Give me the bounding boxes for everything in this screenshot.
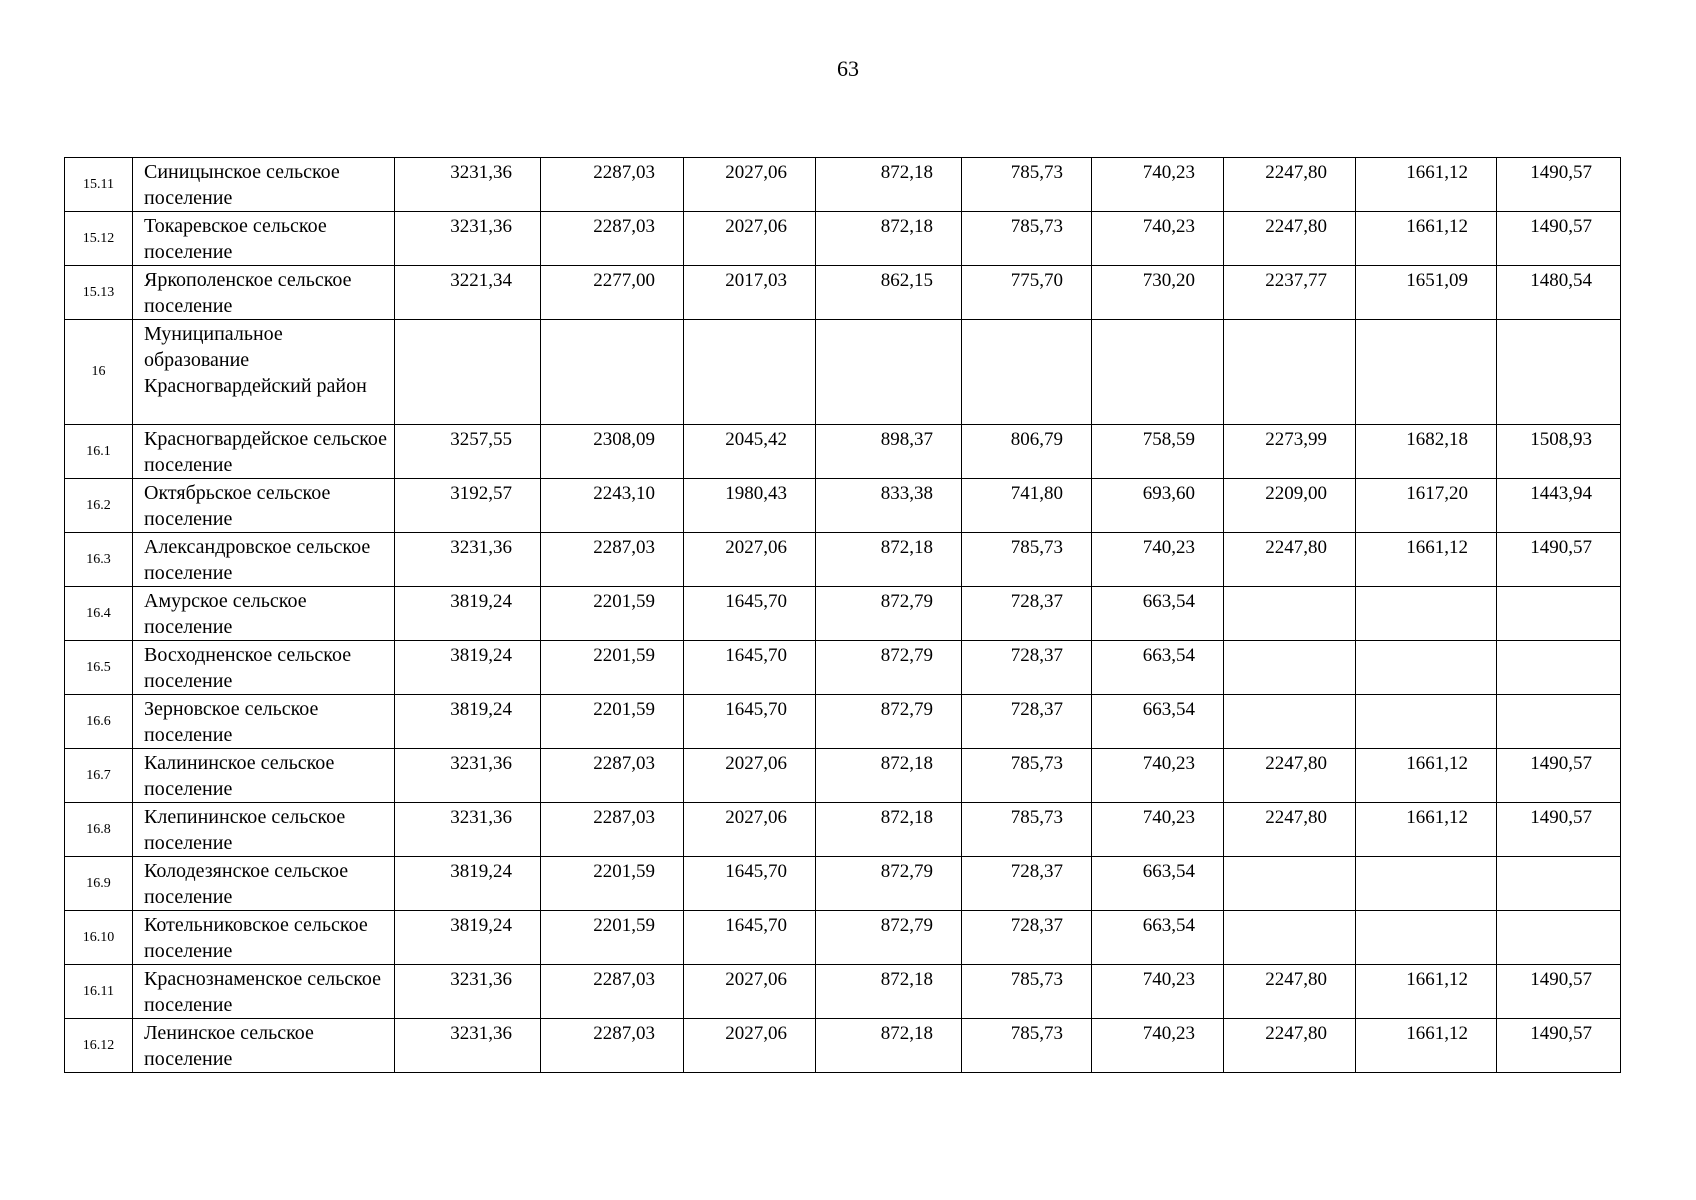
value-cell: 2308,09: [541, 425, 684, 479]
value-cell: 2287,03: [541, 803, 684, 857]
value-cell: 1661,12: [1356, 1019, 1497, 1073]
value-cell: 693,60: [1092, 479, 1224, 533]
value-cell: 2027,06: [684, 533, 816, 587]
value-cell: 1980,43: [684, 479, 816, 533]
value-cell: 2247,80: [1224, 533, 1356, 587]
value-cell: 785,73: [962, 803, 1092, 857]
value-cell: [1497, 857, 1621, 911]
value-cell: 872,79: [816, 911, 962, 965]
value-cell: [1224, 857, 1356, 911]
value-cell: 728,37: [962, 857, 1092, 911]
settlement-name: Александровское сельское поселение: [133, 533, 395, 587]
table-row: [65, 425, 1621, 479]
value-cell: 3819,24: [395, 857, 541, 911]
value-cell: 872,18: [816, 1019, 962, 1073]
value-cell: [1497, 641, 1621, 695]
value-cell: 2287,03: [541, 749, 684, 803]
settlement-name: Калининское сельское поселение: [133, 749, 395, 803]
value-cell: 872,18: [816, 749, 962, 803]
value-cell: 3192,57: [395, 479, 541, 533]
value-cell: 1661,12: [1356, 212, 1497, 266]
value-cell: 1682,18: [1356, 425, 1497, 479]
value-cell: [1356, 695, 1497, 749]
value-cell: 2247,80: [1224, 1019, 1356, 1073]
value-cell: 1480,54: [1497, 266, 1621, 320]
value-cell: 740,23: [1092, 158, 1224, 212]
row-number: 16.6: [65, 695, 133, 749]
value-cell: [1224, 911, 1356, 965]
value-cell: [1224, 320, 1356, 425]
value-cell: 3231,36: [395, 212, 541, 266]
value-cell: 2027,06: [684, 158, 816, 212]
row-number: 15.11: [65, 158, 133, 212]
value-cell: [1497, 587, 1621, 641]
row-number: 16.3: [65, 533, 133, 587]
table-row: [65, 857, 1621, 911]
settlement-name: Октябрьское сельское поселение: [133, 479, 395, 533]
value-cell: 1661,12: [1356, 749, 1497, 803]
value-cell: 2287,03: [541, 158, 684, 212]
value-cell: 2247,80: [1224, 965, 1356, 1019]
value-cell: [1497, 911, 1621, 965]
value-cell: 1443,94: [1497, 479, 1621, 533]
table-row: [65, 803, 1621, 857]
table-row: [65, 212, 1621, 266]
value-cell: [1092, 320, 1224, 425]
value-cell: 872,18: [816, 212, 962, 266]
value-cell: 2027,06: [684, 212, 816, 266]
value-cell: 1645,70: [684, 641, 816, 695]
value-cell: 740,23: [1092, 212, 1224, 266]
settlement-name: Красногвардейское сельское поселение: [133, 425, 395, 479]
value-cell: [1224, 695, 1356, 749]
value-cell: 3819,24: [395, 641, 541, 695]
value-cell: 1661,12: [1356, 158, 1497, 212]
value-cell: [1356, 320, 1497, 425]
value-cell: 775,70: [962, 266, 1092, 320]
row-number: 16.1: [65, 425, 133, 479]
value-cell: 740,23: [1092, 749, 1224, 803]
table-row: [65, 695, 1621, 749]
row-number: 15.12: [65, 212, 133, 266]
value-cell: [1224, 641, 1356, 695]
value-cell: 3819,24: [395, 587, 541, 641]
value-cell: 3819,24: [395, 695, 541, 749]
value-cell: 2201,59: [541, 695, 684, 749]
value-cell: 1645,70: [684, 911, 816, 965]
value-cell: 1490,57: [1497, 533, 1621, 587]
value-cell: 2045,42: [684, 425, 816, 479]
value-cell: 2027,06: [684, 1019, 816, 1073]
table-row: [65, 641, 1621, 695]
value-cell: [962, 320, 1092, 425]
value-cell: 785,73: [962, 158, 1092, 212]
value-cell: 2201,59: [541, 587, 684, 641]
value-cell: 862,15: [816, 266, 962, 320]
value-cell: 872,79: [816, 587, 962, 641]
value-cell: 2247,80: [1224, 749, 1356, 803]
value-cell: 872,79: [816, 857, 962, 911]
row-number: 16.2: [65, 479, 133, 533]
value-cell: 728,37: [962, 911, 1092, 965]
value-cell: 1645,70: [684, 587, 816, 641]
page-number: 63: [837, 56, 859, 81]
table-row: [65, 587, 1621, 641]
row-number: 16.4: [65, 587, 133, 641]
settlement-name: Ленинское сельское поселение: [133, 1019, 395, 1073]
value-cell: 2209,00: [1224, 479, 1356, 533]
value-cell: [1356, 857, 1497, 911]
value-cell: 785,73: [962, 749, 1092, 803]
value-cell: 728,37: [962, 587, 1092, 641]
value-cell: [1497, 320, 1621, 425]
value-cell: 3231,36: [395, 1019, 541, 1073]
value-cell: 833,38: [816, 479, 962, 533]
value-cell: 3231,36: [395, 965, 541, 1019]
table-body: [65, 158, 1621, 1073]
row-number: 16.8: [65, 803, 133, 857]
value-cell: 3221,34: [395, 266, 541, 320]
value-cell: 1508,93: [1497, 425, 1621, 479]
settlement-name: Восходненское сельское поселение: [133, 641, 395, 695]
row-number: 16.7: [65, 749, 133, 803]
value-cell: 1645,70: [684, 695, 816, 749]
settlement-name: Котельниковское сельское поселение: [133, 911, 395, 965]
value-cell: 663,54: [1092, 695, 1224, 749]
row-number: 15.13: [65, 266, 133, 320]
settlement-name: Клепининское сельское поселение: [133, 803, 395, 857]
value-cell: 2027,06: [684, 965, 816, 1019]
table-row: [65, 965, 1621, 1019]
settlement-name: Токаревское сельское поселение: [133, 212, 395, 266]
value-cell: [395, 320, 541, 425]
settlement-name: Краснознаменское сельское поселение: [133, 965, 395, 1019]
value-cell: 1490,57: [1497, 212, 1621, 266]
value-cell: [1224, 587, 1356, 641]
value-cell: 1661,12: [1356, 803, 1497, 857]
value-cell: [1356, 911, 1497, 965]
value-cell: 663,54: [1092, 857, 1224, 911]
value-cell: 728,37: [962, 695, 1092, 749]
value-cell: 3819,24: [395, 911, 541, 965]
value-cell: [541, 320, 684, 425]
value-cell: 3231,36: [395, 803, 541, 857]
settlement-name: Муниципальное образование Красногвардейский район: [133, 320, 395, 425]
value-cell: 872,79: [816, 695, 962, 749]
value-cell: 1651,09: [1356, 266, 1497, 320]
value-cell: [1356, 587, 1497, 641]
row-number: 16: [65, 320, 133, 425]
value-cell: 872,79: [816, 641, 962, 695]
value-cell: 2247,80: [1224, 803, 1356, 857]
value-cell: 872,18: [816, 158, 962, 212]
value-cell: 2027,06: [684, 749, 816, 803]
value-cell: 3231,36: [395, 533, 541, 587]
value-cell: 1490,57: [1497, 803, 1621, 857]
value-cell: 898,37: [816, 425, 962, 479]
value-cell: 1661,12: [1356, 533, 1497, 587]
row-number: 16.9: [65, 857, 133, 911]
value-cell: 872,18: [816, 803, 962, 857]
value-cell: [684, 320, 816, 425]
value-cell: 2287,03: [541, 212, 684, 266]
row-number: 16.11: [65, 965, 133, 1019]
value-cell: [816, 320, 962, 425]
value-cell: 3231,36: [395, 158, 541, 212]
value-cell: 2243,10: [541, 479, 684, 533]
value-cell: 872,18: [816, 965, 962, 1019]
value-cell: 740,23: [1092, 533, 1224, 587]
value-cell: [1356, 641, 1497, 695]
value-cell: 663,54: [1092, 641, 1224, 695]
value-cell: 2237,77: [1224, 266, 1356, 320]
value-cell: 2273,99: [1224, 425, 1356, 479]
table-row: [65, 1019, 1621, 1073]
value-cell: 2201,59: [541, 911, 684, 965]
value-cell: 730,20: [1092, 266, 1224, 320]
value-cell: 740,23: [1092, 965, 1224, 1019]
value-cell: 1617,20: [1356, 479, 1497, 533]
value-cell: 2247,80: [1224, 212, 1356, 266]
table-row: [65, 320, 1621, 425]
value-cell: 3257,55: [395, 425, 541, 479]
value-cell: 1645,70: [684, 857, 816, 911]
value-cell: 2287,03: [541, 1019, 684, 1073]
table-row: [65, 266, 1621, 320]
value-cell: 728,37: [962, 641, 1092, 695]
settlement-name: Зерновское сельское поселение: [133, 695, 395, 749]
value-cell: 1490,57: [1497, 1019, 1621, 1073]
value-cell: 1490,57: [1497, 749, 1621, 803]
value-cell: 785,73: [962, 1019, 1092, 1073]
value-cell: 2201,59: [541, 641, 684, 695]
value-cell: 2287,03: [541, 533, 684, 587]
value-cell: 2027,06: [684, 803, 816, 857]
value-cell: 1490,57: [1497, 965, 1621, 1019]
value-cell: 2247,80: [1224, 158, 1356, 212]
value-cell: 758,59: [1092, 425, 1224, 479]
table-row: [65, 158, 1621, 212]
table-row: [65, 749, 1621, 803]
value-cell: 2017,03: [684, 266, 816, 320]
value-cell: 741,80: [962, 479, 1092, 533]
value-cell: 740,23: [1092, 803, 1224, 857]
value-cell: 663,54: [1092, 587, 1224, 641]
row-number: 16.5: [65, 641, 133, 695]
value-cell: 2201,59: [541, 857, 684, 911]
settlement-name: Амурское сельское поселение: [133, 587, 395, 641]
value-cell: 806,79: [962, 425, 1092, 479]
value-cell: 740,23: [1092, 1019, 1224, 1073]
value-cell: 2287,03: [541, 965, 684, 1019]
settlement-name: Колодезянское сельское поселение: [133, 857, 395, 911]
table-row: [65, 533, 1621, 587]
settlement-name: Яркополенское сельское поселение: [133, 266, 395, 320]
table-row: [65, 479, 1621, 533]
settlement-name: Синицынское сельское поселение: [133, 158, 395, 212]
row-number: 16.12: [65, 1019, 133, 1073]
value-cell: [1497, 695, 1621, 749]
value-cell: 3231,36: [395, 749, 541, 803]
value-cell: 1490,57: [1497, 158, 1621, 212]
table-row: [65, 911, 1621, 965]
value-cell: 1661,12: [1356, 965, 1497, 1019]
row-number: 16.10: [65, 911, 133, 965]
value-cell: 2277,00: [541, 266, 684, 320]
value-cell: 785,73: [962, 965, 1092, 1019]
value-cell: 785,73: [962, 533, 1092, 587]
tariff-table: [64, 157, 1621, 1073]
value-cell: 872,18: [816, 533, 962, 587]
value-cell: 663,54: [1092, 911, 1224, 965]
value-cell: 785,73: [962, 212, 1092, 266]
